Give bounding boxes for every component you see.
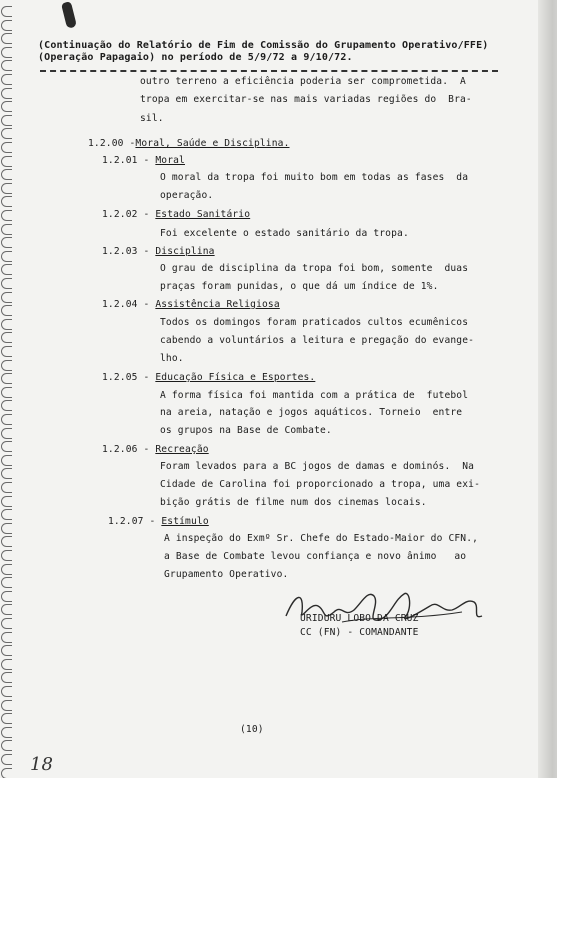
item-number: 1.2.01 xyxy=(102,155,138,166)
binding-ring xyxy=(1,482,12,493)
binding-ring xyxy=(1,686,12,697)
binding-ring xyxy=(1,523,12,534)
binding-ring xyxy=(1,441,12,452)
intro-line-2: tropa em exercitar-se nas mais variadas regiões do Bra- xyxy=(140,94,472,105)
binding-ring xyxy=(1,346,12,357)
binding-ring xyxy=(1,33,12,44)
binding-ring xyxy=(1,659,12,670)
item-text-line: Foi excelente o estado sanitário da tropa. xyxy=(160,228,409,239)
binding-ring xyxy=(1,468,12,479)
binding-ring xyxy=(1,47,12,58)
item-text-line: Cidade de Carolina foi proporcionado a tropa, uma exi- xyxy=(160,479,480,490)
item-heading: 1.2.01 - Moral xyxy=(102,155,185,166)
section-heading: 1.2.00 -Moral, Saúde e Disciplina. xyxy=(88,138,290,149)
signatory-rank: CC (FN) - COMANDANTE xyxy=(300,627,419,638)
binding-ring xyxy=(1,414,12,425)
item-number: 1.2.07 xyxy=(108,516,144,527)
binding-ring xyxy=(1,727,12,738)
binding-ring xyxy=(1,768,12,778)
item-heading: 1.2.03 - Disciplina xyxy=(102,246,215,257)
binding-ring xyxy=(1,6,12,17)
item-text-line: cabendo a voluntários a leitura e pregação do evange- xyxy=(160,335,475,346)
binding-ring xyxy=(1,754,12,765)
header-line-2: (Operação Papagaio) no período de 5/9/72 a 9/10/72. xyxy=(38,52,353,63)
item-title: Estado Sanitário xyxy=(155,209,251,220)
item-title: Estímulo xyxy=(161,516,209,527)
binding-ring xyxy=(1,564,12,575)
binding-ring xyxy=(1,455,12,466)
binding-ring xyxy=(1,509,12,520)
intro-line-1: outro terreno a eficiência poderia ser comprometida. A xyxy=(140,76,466,87)
item-number: 1.2.04 xyxy=(102,299,138,310)
spiral-binding xyxy=(1,6,17,776)
binding-ring xyxy=(1,604,12,615)
item-number: 1.2.02 xyxy=(102,209,138,220)
binding-ring xyxy=(1,292,12,303)
binding-ring xyxy=(1,74,12,85)
binding-ring xyxy=(1,88,12,99)
binding-ring xyxy=(1,264,12,275)
item-number: 1.2.06 xyxy=(102,444,138,455)
page-number: (10) xyxy=(240,724,264,735)
binding-ring xyxy=(1,713,12,724)
binding-ring xyxy=(1,156,12,167)
item-heading: 1.2.06 - Recreação xyxy=(102,444,209,455)
item-text-line: A forma física foi mantida com a prática de futebol xyxy=(160,390,469,401)
item-text-line: praças foram punidas, o que dá um índice de 1%. xyxy=(160,281,439,292)
binding-ring xyxy=(1,115,12,126)
item-heading: 1.2.05 - Educação Física e Esportes. xyxy=(102,372,316,383)
item-text-line: O grau de disciplina da tropa foi bom, somente duas xyxy=(160,263,469,274)
binding-ring xyxy=(1,278,12,289)
binding-ring xyxy=(1,128,12,139)
ink-blot xyxy=(61,1,77,29)
item-title: Educação Física e Esportes. xyxy=(155,372,316,383)
binding-ring xyxy=(1,400,12,411)
binding-ring xyxy=(1,550,12,561)
item-text-line: Grupamento Operativo. xyxy=(164,569,289,580)
binding-ring xyxy=(1,169,12,180)
section-number: 1.2.00 xyxy=(88,138,124,149)
item-number: 1.2.03 xyxy=(102,246,138,257)
binding-ring xyxy=(1,20,12,31)
item-text-line: bição grátis de filme num dos cinemas locais. xyxy=(160,497,427,508)
item-text-line: A inspeção do Exmº Sr. Chefe do Estado-Maior do CFN., xyxy=(164,533,479,544)
item-heading: 1.2.04 - Assistência Religiosa xyxy=(102,299,280,310)
binding-ring xyxy=(1,237,12,248)
signatory-name: URIDURU LOBO DA CRUZ xyxy=(300,613,419,624)
binding-ring xyxy=(1,183,12,194)
intro-line-3: sil. xyxy=(140,113,164,124)
header-line-1: (Continuação do Relatório de Fim de Comissão do Grupamento Operativo/FFE) xyxy=(38,40,489,51)
binding-ring xyxy=(1,251,12,262)
binding-ring xyxy=(1,60,12,71)
page-edge-shadow xyxy=(538,0,557,778)
binding-ring xyxy=(1,740,12,751)
item-text-line: lho. xyxy=(160,353,184,364)
binding-ring xyxy=(1,700,12,711)
item-title: Recreação xyxy=(155,444,209,455)
binding-ring xyxy=(1,332,12,343)
binding-ring xyxy=(1,645,12,656)
binding-ring xyxy=(1,210,12,221)
binding-ring xyxy=(1,373,12,384)
item-title: Moral xyxy=(155,155,185,166)
binding-ring xyxy=(1,196,12,207)
binding-ring xyxy=(1,536,12,547)
item-text-line: Foram levados para a BC jogos de damas e dominós. Na xyxy=(160,461,475,472)
binding-ring xyxy=(1,101,12,112)
item-text-line: operação. xyxy=(160,190,214,201)
binding-ring xyxy=(1,618,12,629)
item-text-line: os grupos na Base de Combate. xyxy=(160,425,332,436)
item-title: Assistência Religiosa xyxy=(155,299,280,310)
binding-ring xyxy=(1,387,12,398)
binding-ring xyxy=(1,577,12,588)
item-heading: 1.2.02 - Estado Sanitário xyxy=(102,209,251,220)
binding-ring xyxy=(1,428,12,439)
binding-ring xyxy=(1,360,12,371)
binding-ring xyxy=(1,591,12,602)
handwritten-margin-note: 18 xyxy=(30,754,53,775)
item-text-line: O moral da tropa foi muito bom em todas as fases da xyxy=(160,172,469,183)
item-title: Disciplina xyxy=(155,246,215,257)
binding-ring xyxy=(1,305,12,316)
binding-ring xyxy=(1,632,12,643)
binding-ring xyxy=(1,496,12,507)
item-number: 1.2.05 xyxy=(102,372,138,383)
item-text-line: Todos os domingos foram praticados cultos ecumênicos xyxy=(160,317,469,328)
item-text-line: a Base de Combate levou confiança e novo ânimo ao xyxy=(164,551,467,562)
item-text-line: na areia, natação e jogos aquáticos. Torneio entre xyxy=(160,407,463,418)
binding-ring xyxy=(1,319,12,330)
section-title: Moral, Saúde e Disciplina. xyxy=(135,138,290,149)
item-heading: 1.2.07 - Estímulo xyxy=(108,516,209,527)
binding-ring xyxy=(1,672,12,683)
binding-ring xyxy=(1,142,12,153)
binding-ring xyxy=(1,224,12,235)
header-separator xyxy=(40,70,498,72)
